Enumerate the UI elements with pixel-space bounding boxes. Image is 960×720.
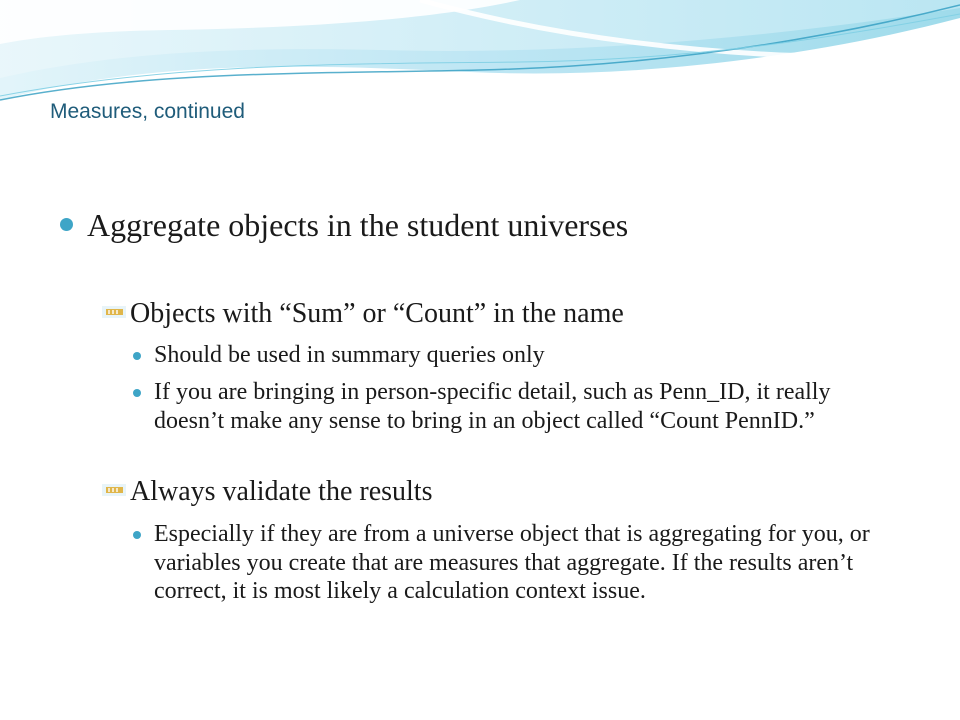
bullet-text: If you are bringing in person-specific detail, such as Penn_ID, it really doesn’t make any sense to bring in an object called “Count PennID.” xyxy=(154,379,831,434)
bullet-level1-aggregate-objects xyxy=(60,206,920,244)
bullet-dot-icon xyxy=(60,218,73,231)
bullet-dot-icon xyxy=(133,389,141,397)
bullet-level3-person-specific-detail xyxy=(133,378,903,435)
bullet-text: Should be used in summary queries only xyxy=(154,342,545,368)
bar-bullet-icon xyxy=(102,484,126,496)
bullet-level3-aggregating-objects xyxy=(133,520,903,606)
bullet-level2-validate-results xyxy=(102,476,922,508)
bullet-dot-icon xyxy=(133,531,141,539)
bullet-text: Always validate the results xyxy=(130,476,433,507)
bullet-level2-sum-count-objects xyxy=(102,298,922,330)
bullet-dot-icon xyxy=(133,352,141,360)
slide-title: Measures, continued xyxy=(50,100,245,123)
bullet-level3-summary-queries xyxy=(133,341,903,370)
bullet-text: Aggregate objects in the student universes xyxy=(87,207,629,243)
bullet-text: Especially if they are from a universe object that is aggregating for you, or variables you create that are measures that aggregate. If the results aren’t correct, it is most likely a calculation context issue. xyxy=(154,521,870,604)
bullet-text: Objects with “Sum” or “Count” in the name xyxy=(130,298,624,329)
bar-bullet-icon xyxy=(102,306,126,318)
